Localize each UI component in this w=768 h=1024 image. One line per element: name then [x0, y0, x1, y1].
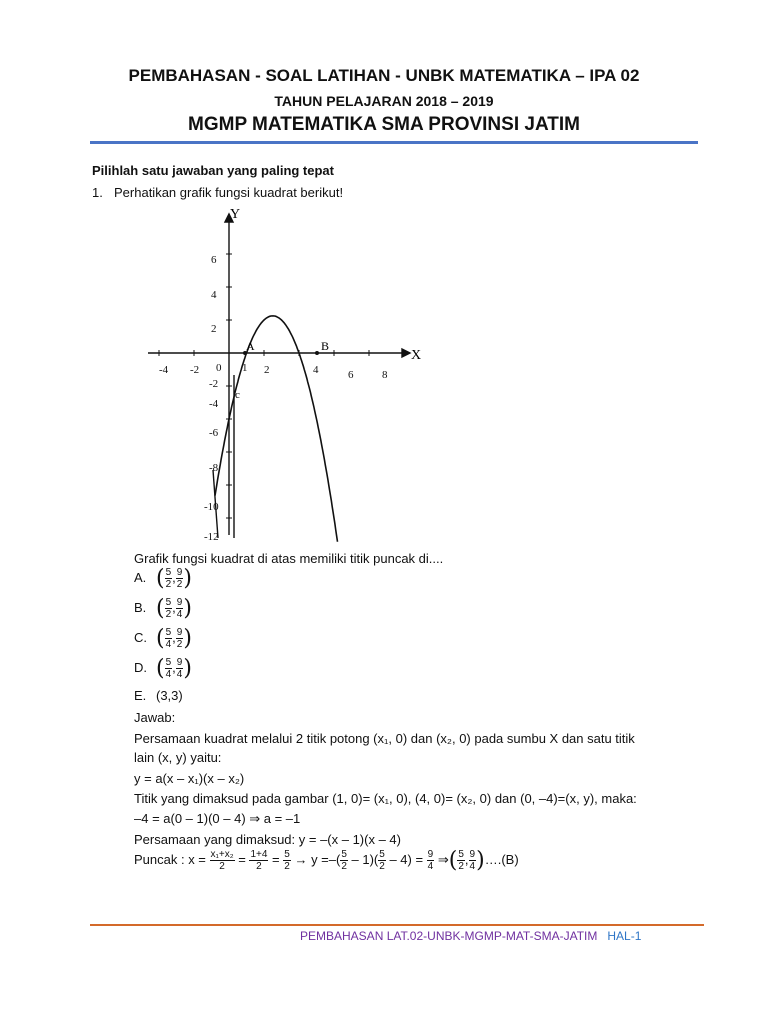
- footer-text: PEMBAHASAN LAT.02-UNBK-MGMP-MAT-SMA-JATIM: [300, 929, 598, 943]
- y-tick-neg8: -8: [209, 462, 219, 474]
- frac-den: 4: [469, 861, 476, 872]
- puncak-prefix: Puncak : x =: [134, 851, 206, 867]
- point-c-label: c: [235, 389, 240, 401]
- y-tick-neg2: -2: [209, 378, 219, 390]
- question-prompt: Grafik fungsi kuadrat di atas memiliki titik puncak di....: [134, 551, 444, 566]
- frac-num: 9: [176, 567, 183, 578]
- option-label: A.: [134, 569, 147, 585]
- frac-den: 2: [379, 861, 385, 872]
- y-tick-neg4: -4: [209, 398, 219, 410]
- y-tick-neg6: -6: [209, 427, 219, 439]
- page-number: HAL-1: [607, 929, 642, 943]
- x-tick-0: 0: [216, 362, 222, 374]
- answer-line: Persamaan kuadrat melalui 2 titik potong (x₁, 0) dan (x₂, 0) pada sumbu X dan satu titik: [134, 731, 635, 746]
- frac-num: 1+4: [250, 849, 268, 860]
- question-number: 1.: [92, 185, 103, 200]
- frac-den: 2: [219, 861, 225, 872]
- frac-den: 2: [284, 861, 290, 872]
- frac-num: 5: [165, 597, 172, 608]
- point-b-label: B: [321, 339, 330, 353]
- x-axis-label: X: [411, 348, 422, 363]
- puncak-mid2: – 4) =: [389, 851, 424, 867]
- frac-den: 2: [458, 861, 464, 872]
- frac-den: 4: [165, 639, 172, 650]
- option-label: B.: [134, 599, 147, 615]
- y-tick-6: 6: [211, 254, 217, 266]
- option-text: (3,3): [156, 688, 183, 703]
- x-tick-neg2: -2: [190, 364, 200, 376]
- y-tick-2: 2: [211, 323, 217, 335]
- answer-heading: Jawab:: [134, 710, 176, 725]
- option-label: D.: [134, 659, 147, 675]
- x-tick-6: 6: [348, 369, 354, 381]
- x-tick-8: 8: [382, 369, 388, 381]
- answer-choice: ….(B): [484, 851, 519, 867]
- puncak-mid: – 1)(: [351, 851, 379, 867]
- answer-line: y = a(x – x₁)(x – x₂): [134, 771, 245, 786]
- frac-num: 5: [165, 627, 172, 638]
- answer-line: –4 = a(0 – 1)(0 – 4) ⇒ a = –1: [134, 811, 301, 826]
- option-e[interactable]: [134, 688, 183, 703]
- point-a-label: A: [246, 339, 255, 353]
- x-tick-4: 4: [313, 364, 319, 376]
- frac-den: 2: [341, 861, 347, 872]
- y-tick-neg10: -10: [204, 501, 219, 513]
- instruction: Pilihlah satu jawaban yang paling tepat: [92, 163, 334, 178]
- frac-den: 2: [256, 861, 262, 872]
- y-tick-neg12: -12: [204, 531, 219, 543]
- option-a[interactable]: A. ( $\frac{5}{2}$ , $\frac{9}{2}$ ): [134, 566, 192, 591]
- frac-num: 9: [176, 657, 183, 668]
- option-d[interactable]: D. ( $\frac{5}{4}$ , $\frac{9}{4}$ ): [134, 656, 192, 681]
- y-tick-4: 4: [211, 289, 217, 301]
- answer-line: Persamaan yang dimaksud: y = –(x – 1)(x – 4): [134, 832, 401, 847]
- organization-title: MGMP MATEMATIKA SMA PROVINSI JATIM: [188, 114, 580, 135]
- y-axis-label: Y: [230, 207, 241, 222]
- frac-den: 2: [165, 579, 172, 590]
- frac-num: 5: [165, 657, 172, 668]
- frac-num: 9: [469, 849, 476, 860]
- frac-den: 4: [165, 669, 172, 680]
- academic-year: TAHUN PELAJARAN 2018 – 2019: [274, 93, 494, 109]
- frac-num: 5: [341, 849, 347, 860]
- frac-den: 2: [176, 579, 183, 590]
- option-b[interactable]: B. ( $\frac{5}{2}$ , $\frac{9}{4}$ ): [134, 596, 192, 621]
- implies-symbol: ⇒: [437, 851, 449, 867]
- puncak-arrow: → y =–(: [294, 851, 341, 867]
- option-label: E.: [134, 688, 147, 703]
- frac-num: 5: [165, 567, 172, 578]
- frac-num: 5: [379, 849, 385, 860]
- frac-den: 4: [176, 669, 183, 680]
- x-tick-2: 2: [264, 364, 270, 376]
- point-b-dot: [315, 351, 319, 355]
- footer-divider: [90, 924, 704, 926]
- answer-line: lain (x, y) yaitu:: [134, 750, 222, 765]
- vertex-calculation: Puncak : x = $\frac{\text{x₁+x₂}}{2}$ = $\frac{1+4}{2}$ = $\frac{5}{2}$ → y =–( $\frac{5}{2}$ – 1)( $\frac{5}{2}$ – 4) = $\frac{9}{4}$ ⇒( $\frac{5}{2}$ , $\frac{9}{4}$ )….(B): [134, 848, 519, 873]
- frac-den: 4: [176, 609, 183, 620]
- document-title: PEMBAHASAN - SOAL LATIHAN - UNBK MATEMATIKA – IPA 02: [128, 66, 640, 85]
- frac-den: 4: [427, 861, 434, 872]
- x-tick-neg4: -4: [159, 364, 169, 376]
- frac-num: x₁+x₂: [210, 849, 234, 860]
- frac-den: 2: [165, 609, 172, 620]
- option-label: C.: [134, 629, 147, 645]
- answer-line: Titik yang dimaksud pada gambar (1, 0)= (x₁, 0), (4, 0)= (x₂, 0) dan (0, –4)=(x, y), maka:: [134, 791, 637, 806]
- option-c[interactable]: C. ( $\frac{5}{4}$ , $\frac{9}{2}$ ): [134, 626, 192, 651]
- frac-num: 5: [284, 849, 290, 860]
- frac-num: 9: [176, 627, 183, 638]
- x-axis-arrow: [402, 349, 410, 357]
- frac-den: 2: [176, 639, 183, 650]
- frac-num: 5: [458, 849, 464, 860]
- footer: [300, 929, 641, 943]
- question-text: Perhatikan grafik fungsi kuadrat berikut!: [114, 185, 344, 200]
- frac-num: 9: [176, 597, 183, 608]
- frac-num: 9: [427, 849, 434, 860]
- x-tick-1: 1: [242, 362, 248, 374]
